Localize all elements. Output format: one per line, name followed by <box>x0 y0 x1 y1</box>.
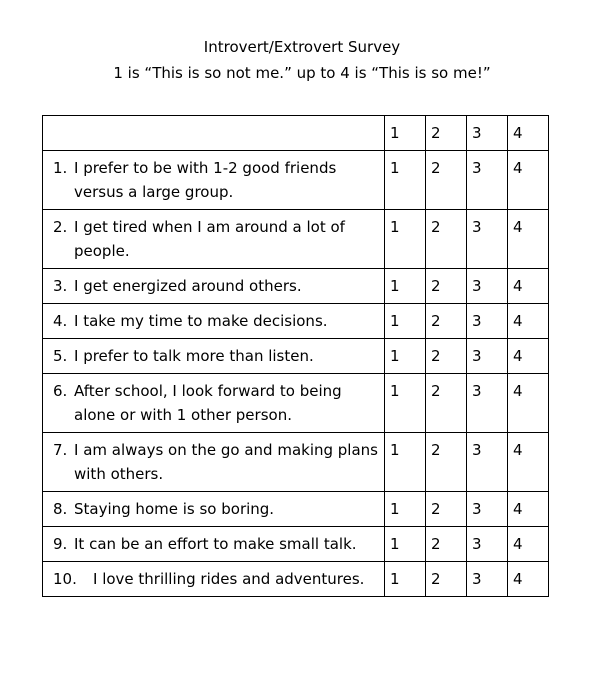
statement-number: 2. <box>53 218 68 236</box>
rating-option-1[interactable]: 1 <box>385 492 426 527</box>
rating-option-1[interactable]: 1 <box>385 433 426 492</box>
rating-option-3[interactable]: 3 <box>467 374 508 433</box>
statement-cell <box>43 339 385 374</box>
survey-row <box>43 304 549 339</box>
rating-option-2[interactable]: 2 <box>426 210 467 269</box>
rating-header-2: 2 <box>426 116 467 151</box>
survey-instructions: 1 is “This is so not me.” up to 4 is “This is so me!” <box>113 64 491 82</box>
rating-option-4[interactable]: 4 <box>508 339 549 374</box>
statement-cell <box>43 433 385 492</box>
rating-option-3[interactable]: 3 <box>467 304 508 339</box>
rating-header-1: 1 <box>385 116 426 151</box>
rating-option-2[interactable]: 2 <box>426 562 467 597</box>
rating-option-2[interactable]: 2 <box>426 304 467 339</box>
statement-text: I prefer to be with 1-2 good friends versus a large group. <box>74 159 337 201</box>
rating-option-3[interactable]: 3 <box>467 527 508 562</box>
rating-header-4: 4 <box>508 116 549 151</box>
rating-option-3[interactable]: 3 <box>467 562 508 597</box>
statement-number: 8. <box>53 500 68 518</box>
statement-text: I prefer to talk more than listen. <box>74 347 314 365</box>
statement-number: 5. <box>53 347 68 365</box>
rating-option-4[interactable]: 4 <box>508 433 549 492</box>
statement-cell <box>43 374 385 433</box>
survey-title: Introvert/Extrovert Survey <box>203 38 401 56</box>
statement-text: After school, I look forward to being alone or with 1 other person. <box>74 382 342 424</box>
rating-option-4[interactable]: 4 <box>508 374 549 433</box>
statement-number: 9. <box>53 535 68 553</box>
rating-option-4[interactable]: 4 <box>508 527 549 562</box>
survey-table <box>42 115 549 597</box>
survey-row <box>43 562 549 597</box>
rating-option-4[interactable]: 4 <box>508 151 549 210</box>
statement-text: I am always on the go and making plans with others. <box>74 441 378 483</box>
survey-row <box>43 527 549 562</box>
rating-option-3[interactable]: 3 <box>467 151 508 210</box>
statement-number: 3. <box>53 277 68 295</box>
survey-row <box>43 492 549 527</box>
rating-option-4[interactable]: 4 <box>508 562 549 597</box>
statement-text: I love thrilling rides and adventures. <box>93 570 365 588</box>
rating-option-3[interactable]: 3 <box>467 433 508 492</box>
statement-cell <box>43 562 385 597</box>
rating-option-2[interactable]: 2 <box>426 374 467 433</box>
statement-text: I get energized around others. <box>74 277 302 295</box>
header-row <box>43 116 549 151</box>
rating-option-4[interactable]: 4 <box>508 492 549 527</box>
survey-row <box>43 339 549 374</box>
statement-number: 10. <box>53 570 77 588</box>
statement-number: 4. <box>53 312 68 330</box>
statement-cell <box>43 269 385 304</box>
rating-option-1[interactable]: 1 <box>385 527 426 562</box>
survey-row <box>43 374 549 433</box>
rating-option-1[interactable]: 1 <box>385 210 426 269</box>
statement-cell <box>43 151 385 210</box>
statement-text: I take my time to make decisions. <box>74 312 328 330</box>
rating-option-1[interactable]: 1 <box>385 304 426 339</box>
rating-option-2[interactable]: 2 <box>426 492 467 527</box>
rating-option-1[interactable]: 1 <box>385 151 426 210</box>
survey-row <box>43 151 549 210</box>
rating-option-4[interactable]: 4 <box>508 210 549 269</box>
rating-option-2[interactable]: 2 <box>426 269 467 304</box>
statement-number: 6. <box>53 382 68 400</box>
statement-header-cell <box>43 116 385 151</box>
rating-option-1[interactable]: 1 <box>385 562 426 597</box>
rating-option-4[interactable]: 4 <box>508 304 549 339</box>
rating-option-4[interactable]: 4 <box>508 269 549 304</box>
statement-cell <box>43 210 385 269</box>
statement-text: I get tired when I am around a lot of people. <box>74 218 345 260</box>
statement-cell <box>43 527 385 562</box>
rating-option-2[interactable]: 2 <box>426 339 467 374</box>
statement-text: It can be an effort to make small talk. <box>74 535 357 553</box>
statement-cell <box>43 492 385 527</box>
rating-option-2[interactable]: 2 <box>426 527 467 562</box>
rating-option-1[interactable]: 1 <box>385 269 426 304</box>
rating-option-3[interactable]: 3 <box>467 269 508 304</box>
rating-option-2[interactable]: 2 <box>426 151 467 210</box>
statement-text: Staying home is so boring. <box>74 500 275 518</box>
statement-number: 1. <box>53 159 68 177</box>
survey-row <box>43 269 549 304</box>
rating-header-3: 3 <box>467 116 508 151</box>
statement-number: 7. <box>53 441 68 459</box>
rating-option-2[interactable]: 2 <box>426 433 467 492</box>
rating-option-3[interactable]: 3 <box>467 339 508 374</box>
survey-row <box>43 433 549 492</box>
statement-cell <box>43 304 385 339</box>
rating-option-1[interactable]: 1 <box>385 374 426 433</box>
rating-option-3[interactable]: 3 <box>467 210 508 269</box>
rating-option-3[interactable]: 3 <box>467 492 508 527</box>
rating-option-1[interactable]: 1 <box>385 339 426 374</box>
survey-row <box>43 210 549 269</box>
